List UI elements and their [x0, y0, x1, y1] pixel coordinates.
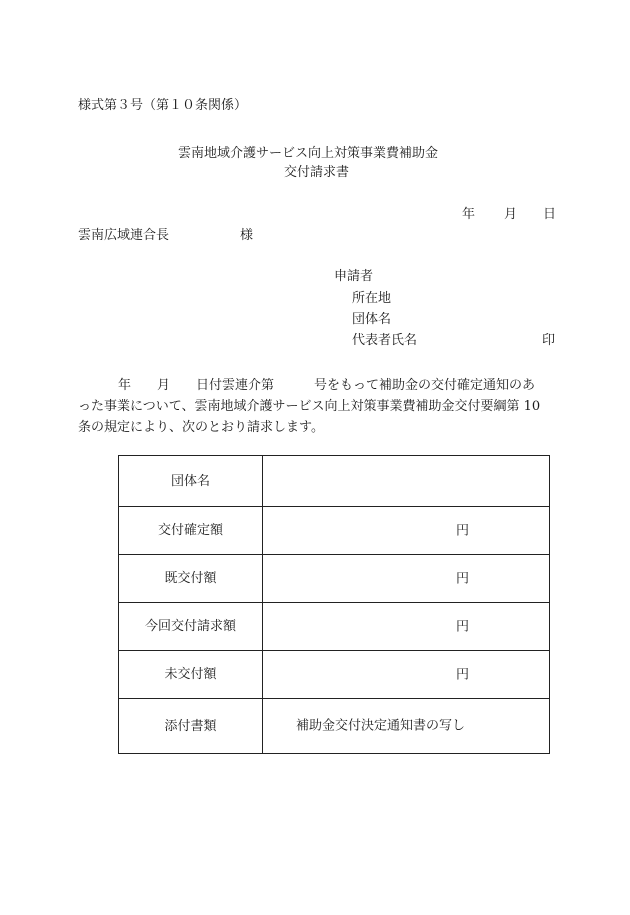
row-value-already-paid[interactable] — [263, 555, 550, 603]
table-row — [119, 555, 550, 603]
table-row — [119, 603, 550, 651]
table-row — [119, 699, 550, 754]
body-number-text: 号をもって補助金の交付確定通知のあ — [314, 378, 536, 393]
table-row — [119, 507, 550, 555]
row-value-unpaid-amount[interactable] — [263, 651, 550, 699]
seal-mark: 印 — [542, 333, 556, 348]
organization-label: 団体名 — [352, 312, 392, 327]
address-label: 所在地 — [352, 291, 392, 306]
row-value-confirmed-amount[interactable] — [263, 507, 550, 555]
form-number: 様式第３号（第１０条関係） — [78, 98, 248, 113]
document-subtitle: 交付請求書 — [284, 165, 350, 180]
row-value-current-request[interactable] — [263, 603, 550, 651]
applicant-label: 申請者 — [334, 269, 374, 284]
row-label-unpaid-amount: 未交付額 — [119, 651, 263, 699]
row-value-organization[interactable] — [263, 456, 550, 507]
yen-unit: 円 — [456, 571, 470, 586]
row-label-confirmed-amount: 交付確定額 — [119, 507, 263, 555]
body-year: 年 — [118, 378, 132, 393]
yen-unit: 円 — [456, 667, 470, 682]
row-label-current-request: 今回交付請求額 — [119, 603, 263, 651]
row-label-attachments: 添付書類 — [119, 699, 263, 754]
yen-unit: 円 — [456, 619, 470, 634]
addressee-name: 雲南広域連合長 — [78, 228, 170, 243]
request-details-table — [118, 455, 550, 754]
date-year-label: 年 — [462, 207, 476, 222]
body-month: 月 — [157, 378, 171, 393]
body-day-ref: 日付雲連介第 — [196, 378, 275, 393]
yen-unit: 円 — [456, 523, 470, 538]
row-label-already-paid: 既交付額 — [119, 555, 263, 603]
representative-label: 代表者氏名 — [352, 333, 418, 348]
request-body-text — [78, 375, 560, 438]
row-label-organization: 団体名 — [119, 456, 263, 507]
row-value-attachments — [263, 699, 550, 754]
body-line-2: った事業について、雲南地域介護サービス向上対策事業費補助金交付要綱第 10 — [78, 399, 541, 414]
body-line-3: 条の規定により、次のとおり請求します。 — [78, 420, 324, 435]
addressee-honorific: 様 — [240, 228, 254, 243]
table-row — [119, 651, 550, 699]
body-line-1 — [78, 375, 560, 396]
date-day-label: 日 — [543, 207, 557, 222]
date-month-label: 月 — [504, 207, 518, 222]
document-title: 雲南地域介護サービス向上対策事業費補助金 — [178, 146, 439, 161]
table-row — [119, 456, 550, 507]
attachments-value: 補助金交付決定通知書の写し — [296, 718, 466, 734]
